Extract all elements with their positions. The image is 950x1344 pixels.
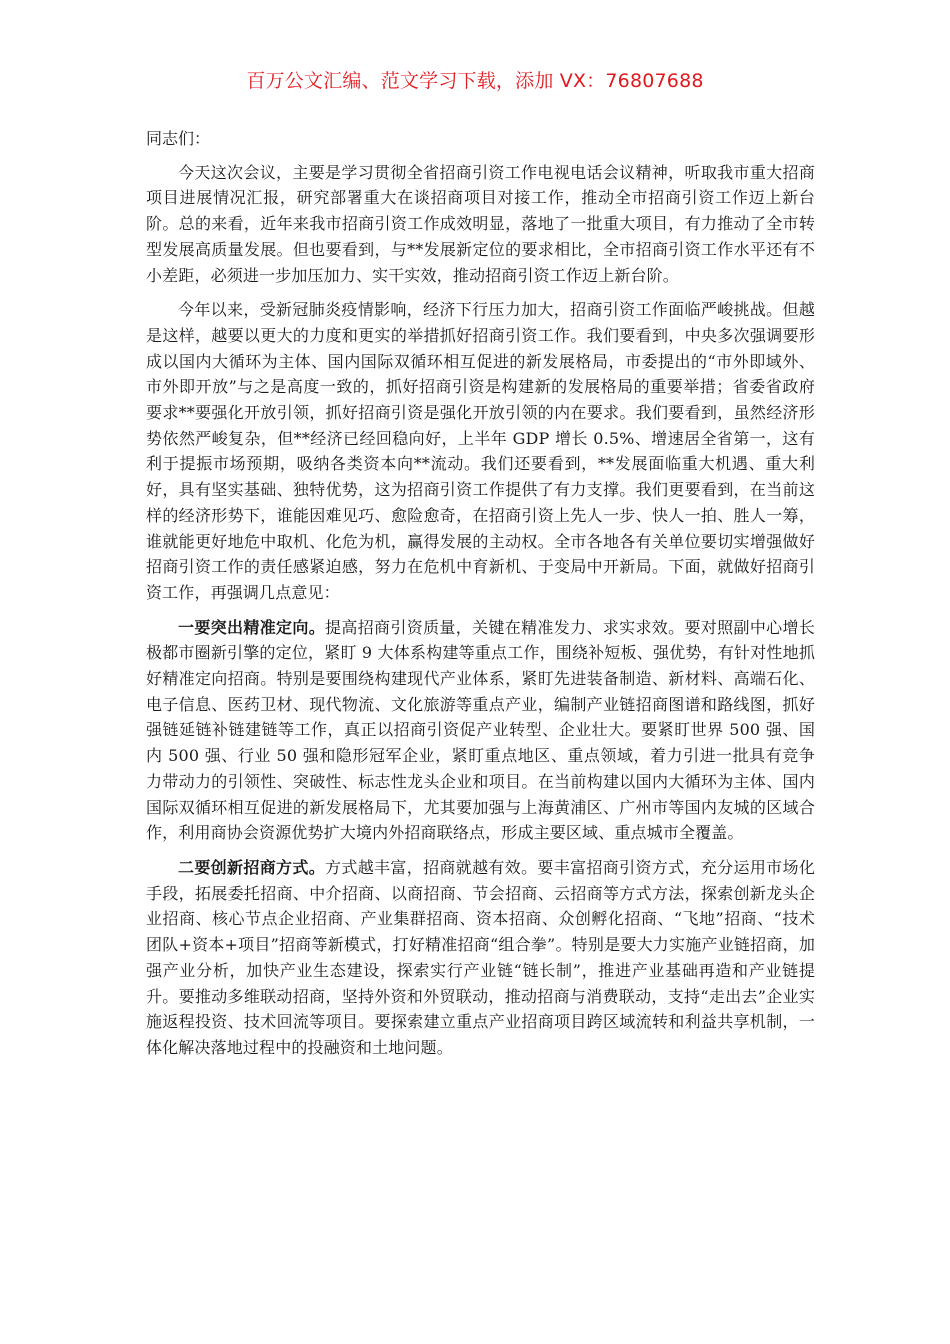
paragraph-text: 方式越丰富，招商就越有效。要丰富招商引资方式，充分运用市场化手段，拓展委托招商、中介招商、以商招商、节会招商、云招商等方式方法，探索创新龙头企业招商、核心节点企业招商、产业集群招商、资本招商、众创孵化招商、“飞地”招商、“技术团队+资本+项目”招商等新模式，打好精准招商“组合拳”。特别是要大力实施产业链招商，加强产业分析，加快产业生态建设，探索实行产业链“链长制”，推进产业基础再造和产业链提升。要推动多维联动招商，坚持外资和外贸联动，推动招商与消费联动，支持“走出去”企业实施返程投资、技术回流等项目。要探索建立重点产业招商项目跨区域流转和利益共享机制，一体化解决落地过程中的投融资和土地问题。 [146, 857, 815, 1057]
paragraph-situation [146, 297, 815, 605]
paragraph-text: 今年以来，受新冠肺炎疫情影响，经济下行压力加大，招商引资工作面临严峻挑战。但越是这样，越要以更大的力度和更实的举措抓好招商引资工作。我们要看到，中央多次强调要形成以国内大循环为主体、国内国际双循环相互促进的新发展格局，市委提出的“市外即域外、市外即开放”与之是高度一致的，抓好招商引资是构建新的发展格局的重要举措；省委省政府要求**要强化开放引领，抓好招商引资是强化开放引领的内在要求。我们要看到，虽然经济形势依然严峻复杂，但**经济已经回稳向好，上半年 GDP 增长 0.5%、增速居全省第一，这有利于提振市场预期，吸纳各类资本向**流动。我们还要看到，**发展面临重大机遇、重大利好，具有坚实基础、独特优势，这为招商引资工作提供了有力支撑。我们更要看到，在当前这样的经济形势下，谁能因难见巧、愈险愈奇，在招商引资上先人一步、快人一拍、胜人一筹，谁就能更好地危中取机、化危为机，赢得发展的主动权。全市各地各有关单位要切实增强做好招商引资工作的责任感紧迫感，努力在危机中育新机、于变局中开新局。下面，就做好招商引资工作，再强调几点意见： [146, 300, 815, 602]
paragraph-intro [146, 160, 815, 289]
header-banner: 百万公文汇编、范文学习下载，添加 VX：76807688 [246, 70, 704, 92]
document-body [146, 126, 815, 1070]
paragraph-point-one [146, 615, 815, 846]
paragraph-lead-heading: 一要突出精准定向。 [178, 617, 326, 637]
paragraph-point-two [146, 855, 815, 1061]
paragraph-text: 今天这次会议，主要是学习贯彻全省招商引资工作电视电话会议精神，听取我市重大招商项目进展情况汇报，研究部署重大在谈招商项目对接工作，推动全市招商引资工作迈上新台阶。总的来看，近年来我市招商引资工作成效明显，落地了一批重大项目，有力推动了全市转型发展高质量发展。但也要看到，与**发展新定位的要求相比，全市招商引资工作水平还有不小差距，必须进一步加压加力、实干实效，推动招商引资工作迈上新台阶。 [146, 162, 815, 285]
salutation: 同志们： [146, 129, 211, 148]
paragraph-lead-heading: 二要创新招商方式。 [178, 857, 326, 877]
paragraph-text: 提高招商引资质量，关键在精准发力、求实求效。要对照副中心增长极都市圈新引擎的定位，紧盯 9 大体系构建等重点工作，围绕补短板、强优势，有针对性地抓好精准定向招商。特别是要围绕构建现代产业体系，紧盯先进装备制造、新材料、高端石化、电子信息、医药卫材、现代物流、文化旅游等重点产业，编制产业链招商图谱和路线图，抓好强链延链补链建链等工作，真正以招商引资促产业转型、企业壮大。要紧盯世界 500 强、国内 500 强、行业 50 强和隐形冠军企业，紧盯重点地区、重点领域，着力引进一批具有竞争力带动力的引领性、突破性、标志性龙头企业和项目。在当前构建以国内大循环为主体、国内国际双循环相互促进的新发展格局下，尤其要加强与上海黄浦区、广州市等国内友城的区域合作，利用商协会资源优势扩大境内外招商联络点，形成主要区域、重点城市全覆盖。 [146, 617, 815, 843]
